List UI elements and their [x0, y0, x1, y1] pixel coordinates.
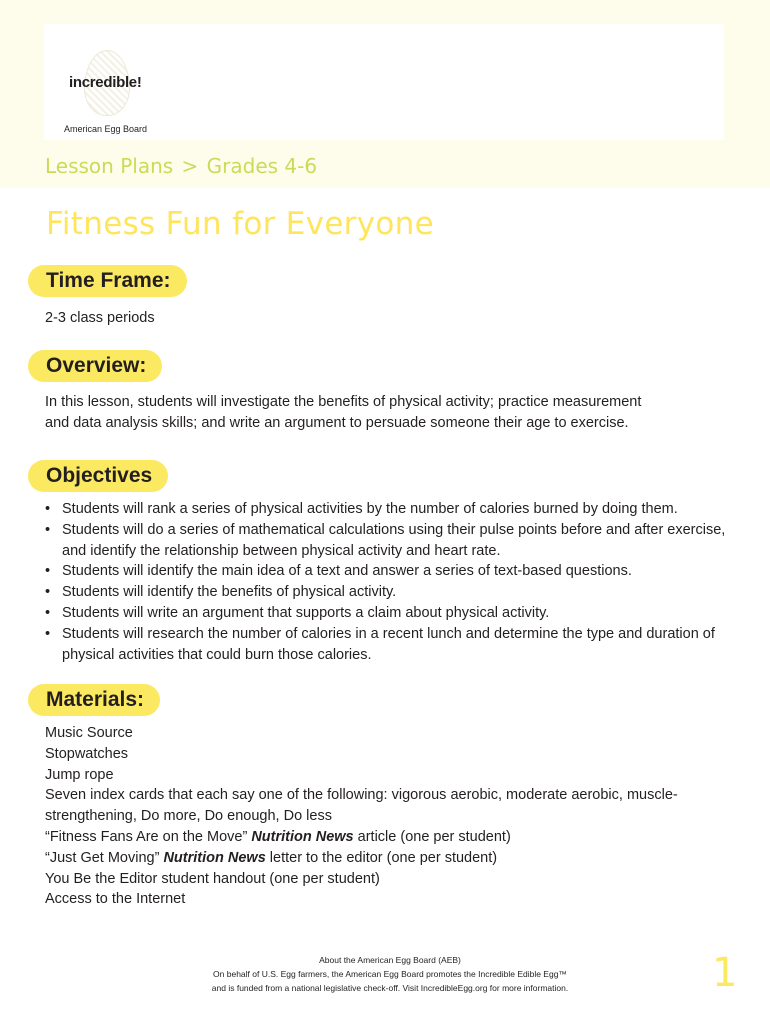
objective-item: • Students will do a series of mathematical calculations using their pulse points before and after exercise, and identify the relationship between physical activity and heart rate. [45, 520, 735, 562]
footer-line: and is funded from a national legislative check-off. Visit IncredibleEgg.org for more information. [211, 983, 569, 993]
material-item [45, 848, 735, 869]
overview-line-1: In this lesson, students will investigate the benefits of physical activity; practice measurement [45, 394, 642, 410]
objective-item: • Students will rank a series of physical activities by the number of calories burned by doing them. [45, 499, 735, 520]
material-item [45, 827, 735, 848]
objectives-list [45, 499, 735, 665]
material-article-title: “Fitness Fans Are on the Move” [45, 828, 252, 845]
material-item: Music Source [45, 725, 133, 741]
publication-name: Nutrition News [251, 828, 354, 845]
page-title: Fitness Fun for Everyone [46, 206, 434, 242]
material-item: Access to the Internet [45, 891, 186, 908]
objective-item: • Students will research the number of calories in a recent lunch and determine the type and duration of physical activities that could burn those calories. [45, 624, 735, 666]
objectives-heading: Objectives [28, 460, 168, 492]
materials-heading: Materials: [28, 684, 160, 716]
material-item: Stopwatches [45, 745, 129, 762]
breadcrumb-grades[interactable]: Grades 4-6 [206, 154, 318, 178]
material-item: Seven index cards that each say one of the following: vigorous aerobic, moderate aerobic, muscle-strengthening, Do more, Do enough, Do less [45, 787, 678, 825]
material-article-note: article (one per student) [353, 828, 511, 845]
logo-panel [44, 24, 724, 140]
logo-org-name: American Egg Board [64, 124, 148, 134]
materials-list [45, 723, 735, 910]
footer-note [160, 953, 620, 995]
logo-wordmark: incredible! [69, 74, 142, 91]
overview-heading: Overview: [28, 350, 162, 382]
objective-item: • Students will write an argument that supports a claim about physical activity. [45, 603, 735, 624]
material-item: Jump rope [45, 766, 114, 783]
publication-name: Nutrition News [163, 849, 266, 866]
footer-line: On behalf of U.S. Egg farmers, the American Egg Board promotes the Incredible Edible Egg™ [213, 969, 567, 979]
time-frame-heading: Time Frame: [28, 265, 187, 297]
breadcrumb-lesson-plans[interactable]: Lesson Plans [45, 154, 174, 178]
footer-line: About the American Egg Board (AEB) [319, 955, 461, 965]
material-letter-note: letter to the editor (one per student) [265, 849, 498, 866]
material-item: You Be the Editor student handout (one per student) [45, 870, 380, 887]
breadcrumb [45, 154, 317, 178]
objective-item: • Students will identify the main idea of a text and answer a series of text-based questions. [45, 561, 735, 582]
objective-item: • Students will identify the benefits of physical activity. [45, 582, 735, 603]
time-frame-text: 2-3 class periods [45, 310, 155, 326]
page-number: 1 [712, 950, 738, 996]
chevron-right-icon: > [181, 154, 199, 178]
material-letter-title: “Just Get Moving” [45, 849, 164, 866]
overview-line-2: and data analysis skills; and write an argument to persuade someone their age to exercise. [45, 415, 629, 431]
